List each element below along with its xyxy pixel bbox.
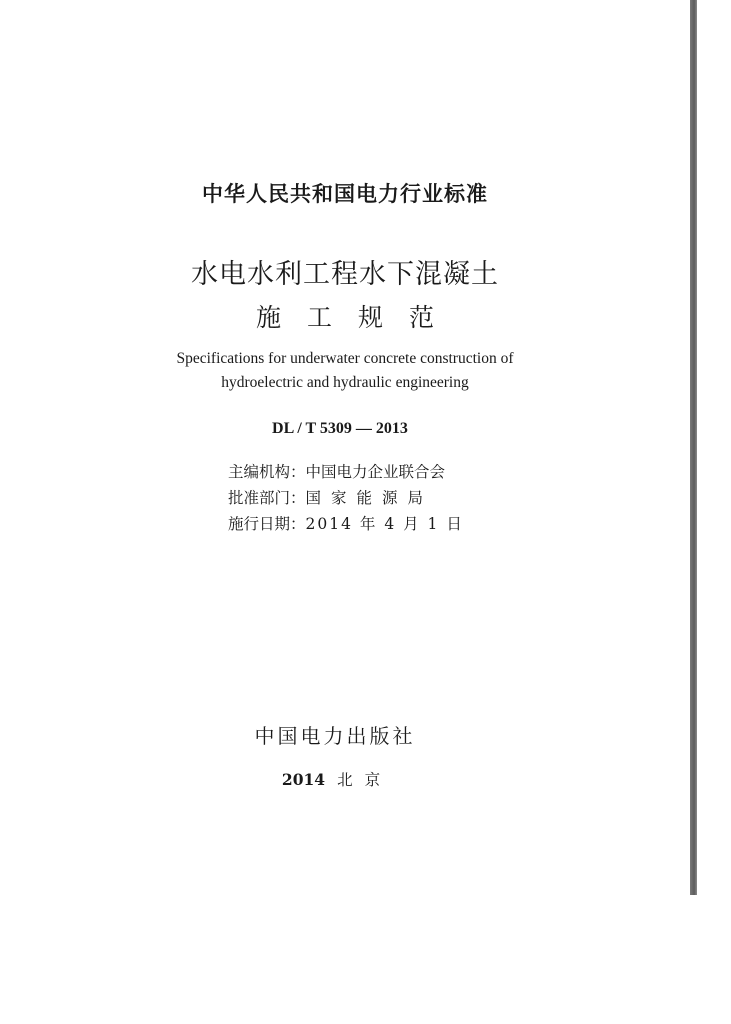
publication-year: 2014 <box>281 770 326 789</box>
publication-city: 北京 <box>337 771 393 789</box>
title-english-line1: Specifications for underwater concrete construction of <box>176 350 514 367</box>
publisher: 中国电力出版社 <box>254 724 416 748</box>
meta-effective-label: 施行日期： <box>228 515 306 533</box>
meta-approver-label: 批准部门： <box>228 489 306 507</box>
meta-effective-date <box>228 512 464 534</box>
title-english-line2: hydroelectric and hydraulic engineering <box>221 374 469 391</box>
meta-editor-label: 主编机构： <box>228 463 306 481</box>
title-chinese-main: 水电水利工程水下混凝土 <box>191 259 499 290</box>
meta-approver <box>228 486 433 508</box>
meta-editor <box>228 460 445 482</box>
standard-category: 中华人民共和国电力行业标准 <box>202 182 488 206</box>
title-chinese-sub: 施工规范 <box>255 303 460 332</box>
meta-editor-value: 中国电力企业联合会 <box>305 463 446 481</box>
standard-number: DL / T 5309 — 2013 <box>272 420 408 437</box>
meta-approver-value: 国家能源局 <box>305 489 434 507</box>
page-edge-shadow <box>690 0 697 895</box>
publication-year-place <box>0 768 682 790</box>
meta-effective-value: 2014 年 4 月 1 日 <box>305 515 464 533</box>
